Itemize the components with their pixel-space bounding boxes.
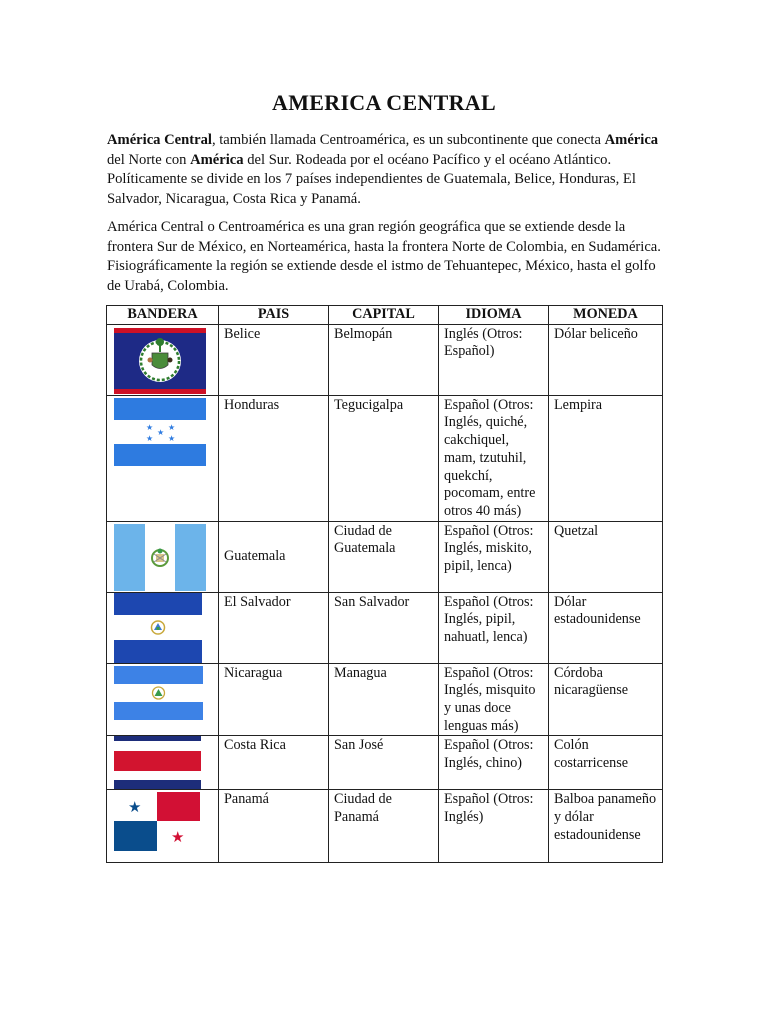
panama-flag (114, 792, 200, 851)
intro-paragraph (107, 131, 667, 209)
cell-pais (219, 521, 329, 592)
flag-cell (107, 395, 219, 521)
svg-text:★: ★ (146, 433, 154, 443)
svg-text:★: ★ (128, 798, 142, 817)
cell-capital: San José (329, 736, 439, 790)
cell-pais: Belice (219, 324, 329, 395)
cell-moneda: Dólar estadounidense (549, 592, 663, 663)
cell-capital: Ciudad de Guatemala (329, 521, 439, 592)
cell-idioma: Español (Otros: Inglés, misquito y unas doce lenguas más) (439, 663, 549, 736)
honduras-flag (114, 398, 206, 466)
cell-moneda: Colón costarricense (549, 736, 663, 790)
table-row (107, 736, 663, 790)
table-row (107, 790, 663, 863)
nicaragua-flag (114, 666, 203, 720)
bold-term: América Central (107, 132, 212, 148)
cell-moneda: Dólar beliceño (549, 324, 663, 395)
cell-idioma: Español (Otros: Inglés, miskito, pipil, lenca) (439, 521, 549, 592)
header-bandera: BANDERA (107, 306, 219, 325)
cell-idioma: Español (Otros: Inglés, quiché, cakchiquel, mam, tzutuhil, quekchí, pocomam, entre otros 40 más) (439, 395, 549, 521)
cell-capital: Ciudad de Panamá (329, 790, 439, 863)
costa-rica-flag (114, 736, 201, 790)
cell-capital: Belmopán (329, 324, 439, 395)
bold-term: América (190, 151, 244, 168)
countries-table (106, 305, 663, 863)
bold-term: América (604, 132, 659, 148)
header-pais: PAIS (219, 306, 329, 325)
el-salvador-flag (114, 593, 202, 663)
cell-idioma: Español (Otros: Inglés, chino) (439, 736, 549, 790)
cell-moneda: Lempira (549, 395, 663, 521)
cell-capital: Managua (329, 663, 439, 736)
geography-paragraph: América Central o Centroamérica es una gran región geográfica que se extiende desde la frontera Sur de México, en Norteamérica, hasta la frontera Norte de Colombia, en Sudamérica. Fisiográficamente la región se extiende desde el istmo de Tehuantepec, México, hasta el golfo de Urabá, Colombia. (107, 219, 661, 294)
cell-capital: San Salvador (329, 592, 439, 663)
table-row (107, 324, 663, 395)
table-row (107, 395, 663, 521)
header-idioma: IDIOMA (439, 306, 549, 325)
header-moneda: MONEDA (549, 306, 663, 325)
svg-text:★: ★ (171, 828, 185, 847)
cell-idioma: Inglés (Otros: Español) (439, 324, 549, 395)
cell-pais: Nicaragua (219, 663, 329, 736)
cell-moneda: Quetzal (549, 521, 663, 592)
cell-pais: El Salvador (219, 592, 329, 663)
svg-text:★: ★ (168, 422, 176, 432)
cell-capital: Tegucigalpa (329, 395, 439, 521)
cell-idioma: Español (Otros: Inglés) (439, 790, 549, 863)
header-capital: CAPITAL (329, 306, 439, 325)
flag-cell (107, 736, 219, 790)
text-run: , también llamada Centroamérica, es un subcontinente que conecta (211, 132, 605, 148)
guatemala-flag (114, 524, 206, 591)
cell-pais: Costa Rica (219, 736, 329, 790)
text-run: del Sur. Rodeada por el océano Pacífico y el océano Atlántico. Políticamente se divide en los 7 países independientes de Guatemala, Belice, Honduras, El Salvador, Nicaragua, Costa Rica y Panamá. (107, 151, 636, 207)
cell-moneda: Balboa panameño y dólar estadounidense (549, 790, 663, 863)
flag-cell (107, 592, 219, 663)
svg-text:★: ★ (146, 422, 154, 432)
flag-cell (107, 521, 219, 592)
svg-text:★: ★ (168, 433, 176, 443)
svg-text:★: ★ (157, 427, 165, 437)
cell-pais: Honduras (219, 395, 329, 521)
page-title: AMERICA CENTRAL (272, 90, 496, 115)
table-row (107, 592, 663, 663)
flag-cell (107, 663, 219, 736)
table-row (107, 521, 663, 592)
flag-cell (107, 790, 219, 863)
flag-cell (107, 324, 219, 395)
cell-idioma: Español (Otros: Inglés, pipil, nahuatl, lenca) (439, 592, 549, 663)
table-header-row (107, 306, 663, 325)
cell-moneda: Córdoba nicaragüense (549, 663, 663, 736)
cell-pais-text: Guatemala (224, 548, 286, 565)
cell-pais: Panamá (219, 790, 329, 863)
belize-flag (114, 328, 206, 394)
table-row (107, 663, 663, 736)
text-run: del Norte con (107, 151, 191, 168)
